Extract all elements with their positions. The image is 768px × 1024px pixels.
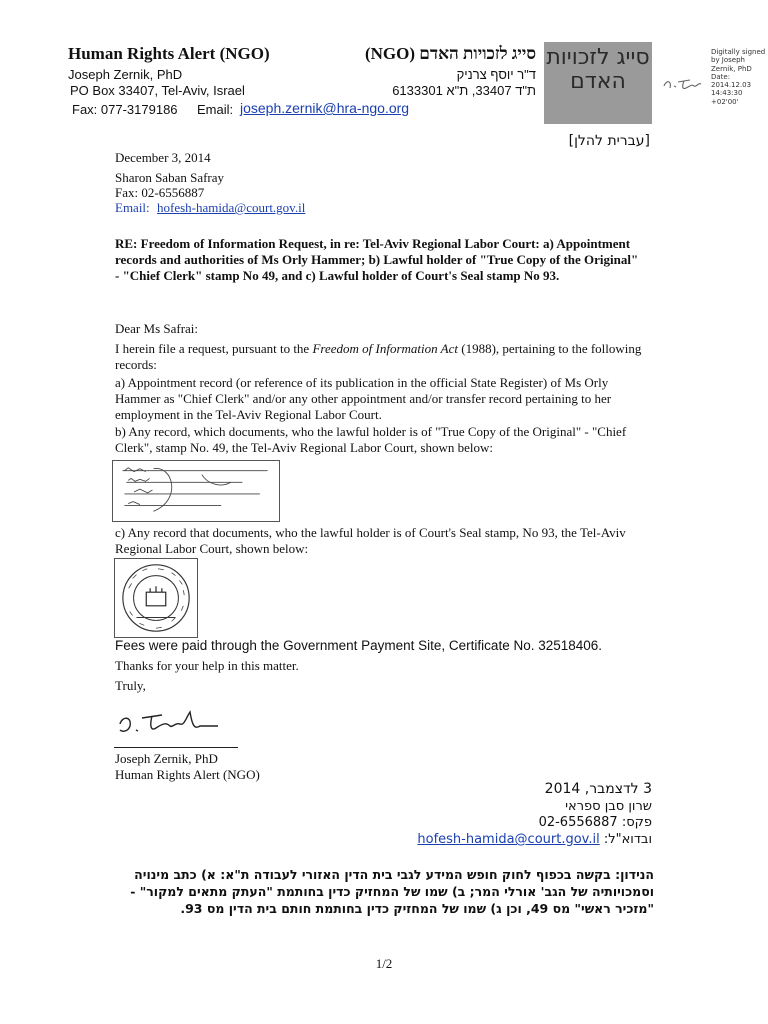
digital-signature-icon (660, 70, 704, 100)
recipient-fax: Fax: 02-6556887 (115, 185, 205, 200)
address-he: ת"ד 33407, ת"א 6133301 (392, 83, 536, 98)
letter-subject: RE: Freedom of Information Request, in re: Tel-Aviv Regional Labor Court: a) Appointment records and authorities of Ms Orly Hammer; b) Lawful holder of "True Copy of the Original" - "Chief Clerk" stamp No 49, and c) Lawful holder of Court's Seal stamp No 93. (115, 236, 639, 283)
request-item-c: c) Any record that documents, who the lawful holder is of Court's Seal stamp, No 93, the Tel-Aviv Regional Labor Court, shown below: (115, 525, 626, 556)
fees-note: Fees were paid through the Government Payment Site, Certificate No. 32518406. (115, 638, 603, 653)
recipient-email-label: Email: (115, 200, 150, 215)
signer-name: Joseph Zernik, PhD (115, 751, 218, 766)
hebrew-recipient: שרון סבן ספראי (565, 799, 652, 814)
hebrew-subject: הנידון: בקשה בכפוף לחוק חופש המידע לגבי בית הדין האזורי לעבודה ת"א: א) כתב מינויה וסמכויותיה של הגב' אורלי המר; ב) שמו של המחזיק כדין בחותמת "העתק מתאים למקור" - "מזכיר ראשי" מס 49, וכן ג) שמו של המחזיק כדין בחותמת חותם בית הדין מס 93. (130, 867, 654, 916)
request-item-b: b) Any record, which documents, who the lawful holder is of "True Copy of the Original" - "Chief Clerk", stamp No. 49, the Tel-Aviv Regional Labor Court, shown below: (115, 424, 627, 455)
name-he: ד"ר יוסף צרניק (456, 67, 536, 82)
court-seal-image (114, 558, 198, 638)
recipient-name: Sharon Saban Safray (115, 170, 225, 185)
page-number: 1/2 (375, 956, 393, 971)
thanks-note: Thanks for your help in this matter. (115, 658, 299, 673)
intro-paragraph (115, 341, 655, 373)
hebrew-email-line (400, 832, 652, 847)
signature-line (114, 747, 238, 748)
hebrew-below-note: [עברית להלן] (568, 133, 650, 149)
intro-after: (1988), pertaining to the following records: (115, 341, 642, 372)
digital-signature-info: Digitally signed by Joseph Zernik, PhD Date: 2014.12.03 14:43:30 +02'00' (711, 48, 766, 106)
header-fax: Fax: 077-3179186 (72, 102, 178, 117)
org-name-en: Human Rights Alert (NGO) (68, 44, 270, 63)
hebrew-date: 3 לדצמבר, 2014 (544, 781, 652, 797)
org-logo: סייג לזכויות האדם (544, 42, 652, 124)
closing: Truly, (115, 678, 146, 693)
org-name-he: סייג לזכויות האדם (NGO) (364, 44, 536, 63)
intro-before: I herein file a request, pursuant to the (115, 341, 313, 356)
header-email-label: Email: (197, 102, 234, 117)
salutation: Dear Ms Safrai: (115, 321, 199, 336)
header-email-link[interactable]: joseph.zernik@hra-ngo.org (240, 100, 410, 116)
letter-date: December 3, 2014 (115, 150, 211, 165)
signer-org: Human Rights Alert (NGO) (115, 767, 260, 782)
name-en: Joseph Zernik, PhD (68, 67, 183, 82)
hebrew-email-label: ובדוא"ל: (603, 832, 652, 847)
request-item-a: a) Appointment record (or reference of its publication in the official State Register) of Ms Orly Hammer as "Chief Clerk" and/or any other appointment and/or transfer record pertaining to her employment in the Tel-Aviv Regional Labor Court. (115, 375, 612, 422)
hebrew-fax: פקס: 02-6556887 (538, 815, 652, 830)
chief-clerk-stamp-image (112, 460, 280, 522)
hebrew-email-link[interactable]: hofesh-hamida@court.gov.il (417, 832, 600, 847)
recipient-email-link[interactable]: hofesh-hamida@court.gov.il (157, 200, 306, 215)
handwritten-signature (114, 704, 226, 740)
address-en: PO Box 33407, Tel-Aviv, Israel (70, 83, 245, 98)
intro-act: Freedom of Information Act (312, 341, 458, 356)
